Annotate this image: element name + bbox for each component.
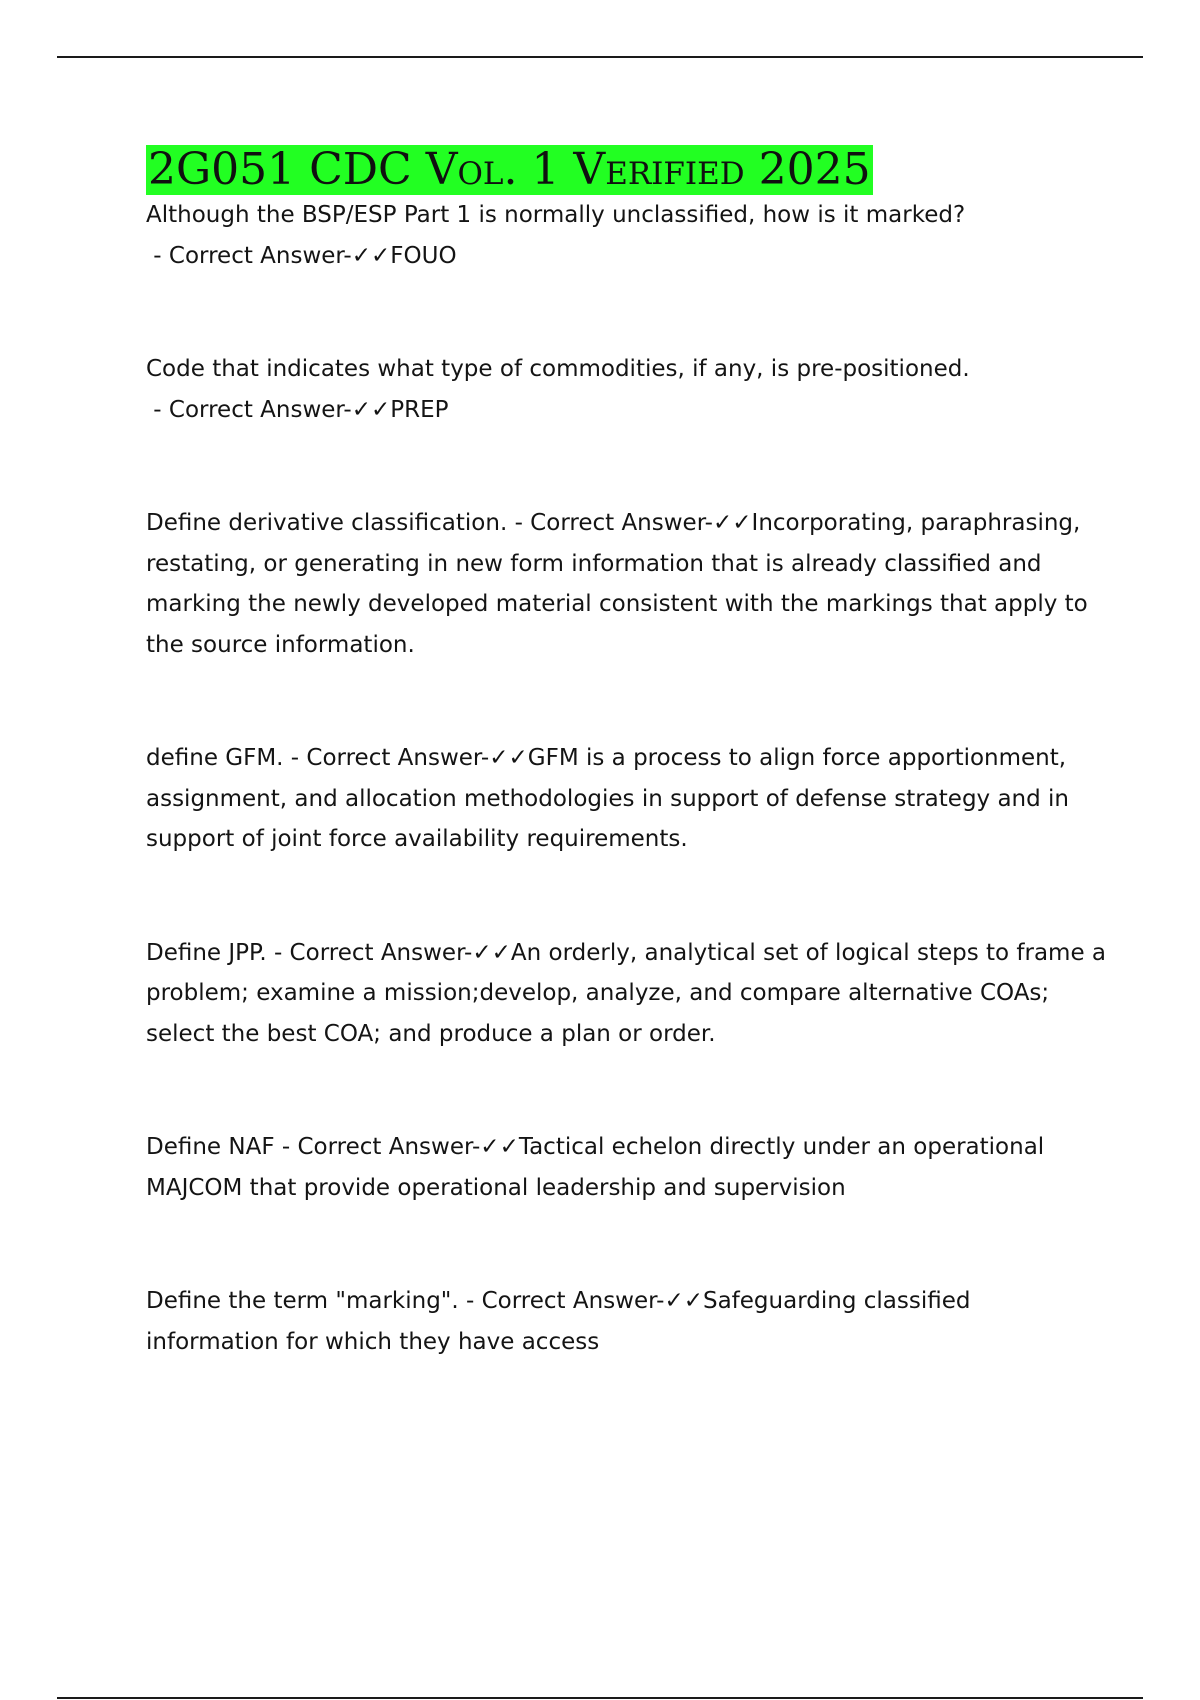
answer-separator: - Correct Answer- [146,242,352,269]
qa-item [146,503,1106,665]
qa-item [146,1127,1106,1208]
answer-separator: - Correct Answer- [274,1134,481,1160]
qa-item [146,349,1106,430]
question-text: Define the term "marking". [146,1288,459,1314]
answer-text: FOUO [390,242,457,269]
answer-separator: - Correct Answer- [458,1288,665,1314]
answer-text: PREP [390,396,449,423]
bottom-divider [57,1697,1143,1699]
document-title: 2G051 CDC Vol. 1 Verified 2025 [148,144,871,195]
document-body [146,145,1106,1362]
question-text: Code that indicates what type of commodities, if any, is pre-positioned. [146,356,970,382]
check-marks-icon: ✓✓ [713,510,752,536]
check-marks-icon: ✓✓ [489,745,528,771]
question-text: define GFM. [146,745,284,771]
qa-item [146,1281,1106,1362]
check-marks-icon: ✓✓ [351,242,391,269]
top-divider [57,56,1143,58]
check-marks-icon: ✓✓ [351,396,391,423]
check-marks-icon: ✓✓ [480,1134,519,1160]
qa-list [146,195,1106,1362]
answer-separator: - Correct Answer- [507,510,713,536]
question-text: Although the BSP/ESP Part 1 is normally unclassified, how is it marked? [146,202,966,228]
answer-text: Tactical echelon directly under an operational MAJCOM that provide operational leadership and supervision [146,1134,1045,1201]
answer-separator: - Correct Answer- [283,745,490,771]
answer-separator: - Correct Answer- [146,396,352,423]
check-marks-icon: ✓✓ [664,1288,703,1314]
answer-text: GFM is a process to align force apportionment, assignment, and allocation methodologies in support of defense strategy and in support of joint force availability requirements. [146,745,1070,852]
answer-text: An orderly, analytical set of logical steps to frame a problem; examine a mission;develop, analyze, and compare alternative COAs; select the best COA; and produce a plan or order. [146,939,1107,1047]
qa-item [146,195,1106,276]
question-text: Define derivative classification. [146,510,508,536]
answer-separator: - Correct Answer- [266,939,473,966]
question-text: Define NAF [146,1134,275,1160]
check-marks-icon: ✓✓ [472,939,511,966]
qa-item [146,933,1106,1055]
question-text: Define JPP. [146,939,267,966]
answer-text: Safeguarding classified information for which they have access [146,1288,971,1355]
answer-text: Incorporating, paraphrasing, restating, or generating in new form information that is already classified and marking the newly developed material consistent with the markings that apply to the source information. [146,510,1088,658]
qa-item [146,738,1106,860]
